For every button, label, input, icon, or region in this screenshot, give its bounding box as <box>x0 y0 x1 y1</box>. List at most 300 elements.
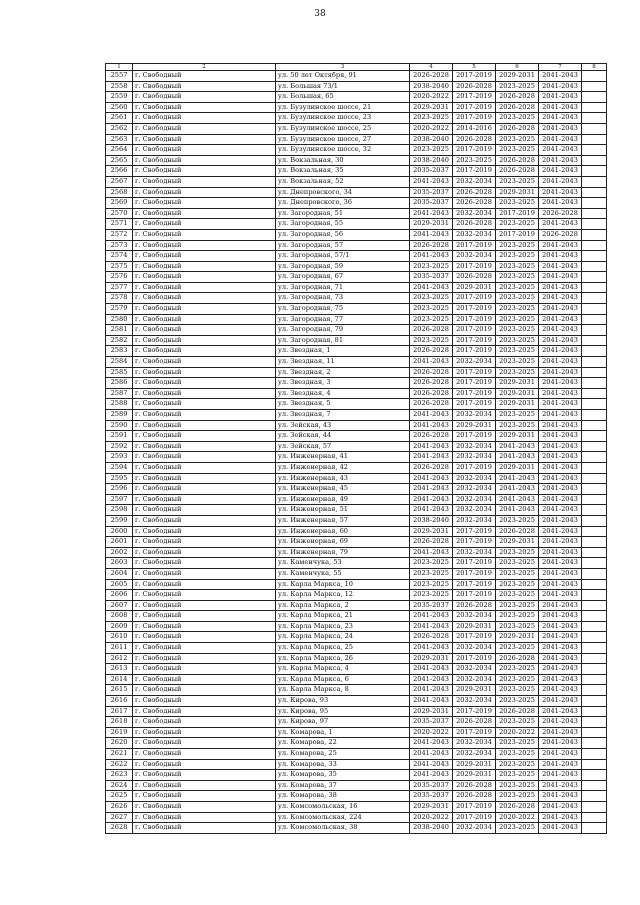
period-col-7: 2041-2043 <box>539 791 582 802</box>
period-col-6: 2029-2031 <box>496 378 539 389</box>
period-col-4: 2023-2025 <box>410 293 453 304</box>
city-cell: г. Свободный <box>133 145 276 156</box>
table-row <box>106 738 607 749</box>
period-col-4: 2023-2025 <box>410 568 453 579</box>
col-8-cell <box>582 431 607 442</box>
row-number: 2626 <box>106 801 133 812</box>
period-col-5: 2032-2034 <box>453 357 496 368</box>
address-cell: ул. Бузулинское шоссе, 23 <box>276 113 410 124</box>
period-col-6: 2023-2025 <box>496 282 539 293</box>
period-col-6: 2023-2025 <box>496 176 539 187</box>
city-cell: г. Свободный <box>133 378 276 389</box>
address-cell: ул. Загородная, 73 <box>276 293 410 304</box>
address-cell: ул. Комарова, 37 <box>276 780 410 791</box>
period-col-6: 2041-2043 <box>496 441 539 452</box>
period-col-4: 2041-2043 <box>410 621 453 632</box>
city-cell: г. Свободный <box>133 611 276 622</box>
period-col-7: 2041-2043 <box>539 823 582 834</box>
col-8-cell <box>582 621 607 632</box>
row-number: 2605 <box>106 579 133 590</box>
row-number: 2586 <box>106 378 133 389</box>
address-cell: ул. Звездная, 1 <box>276 346 410 357</box>
col-8-cell <box>582 420 607 431</box>
period-col-7: 2026-2028 <box>539 229 582 240</box>
header-col-2: 2 <box>133 64 276 71</box>
period-col-5: 2032-2034 <box>453 494 496 505</box>
period-col-7: 2041-2043 <box>539 431 582 442</box>
address-cell: ул. Вокзальная, 30 <box>276 155 410 166</box>
address-cell: ул. Вокзальная, 52 <box>276 176 410 187</box>
period-col-4: 2023-2025 <box>410 145 453 156</box>
row-number: 2560 <box>106 102 133 113</box>
period-col-6: 2023-2025 <box>496 367 539 378</box>
period-col-5: 2017-2019 <box>453 537 496 548</box>
col-8-cell <box>582 410 607 421</box>
row-number: 2590 <box>106 420 133 431</box>
period-col-5: 2023-2025 <box>453 155 496 166</box>
city-cell: г. Свободный <box>133 505 276 516</box>
period-col-6: 2023-2025 <box>496 823 539 834</box>
header-col-1: 1 <box>106 64 133 71</box>
period-col-5: 2032-2034 <box>453 505 496 516</box>
table-row <box>106 420 607 431</box>
period-col-5: 2014-2016 <box>453 123 496 134</box>
row-number: 2621 <box>106 749 133 760</box>
row-number: 2557 <box>106 71 133 82</box>
period-col-7: 2041-2043 <box>539 611 582 622</box>
header-col-4: 4 <box>410 64 453 71</box>
city-cell: г. Свободный <box>133 325 276 336</box>
city-cell: г. Свободный <box>133 92 276 103</box>
city-cell: г. Свободный <box>133 643 276 654</box>
table-row <box>106 568 607 579</box>
period-col-4: 2038-2040 <box>410 134 453 145</box>
period-col-4: 2035-2037 <box>410 780 453 791</box>
col-8-cell <box>582 494 607 505</box>
city-cell: г. Свободный <box>133 537 276 548</box>
address-cell: ул. Инженерная, 79 <box>276 547 410 558</box>
period-col-4: 2023-2025 <box>410 304 453 315</box>
housing-schedule-table <box>105 63 607 834</box>
table-row <box>106 494 607 505</box>
period-col-5: 2017-2019 <box>453 293 496 304</box>
period-col-7: 2041-2043 <box>539 505 582 516</box>
col-8-cell <box>582 314 607 325</box>
period-col-7: 2041-2043 <box>539 780 582 791</box>
period-col-5: 2032-2034 <box>453 823 496 834</box>
table-row <box>106 176 607 187</box>
address-cell: ул. Карла Маркса, 26 <box>276 653 410 664</box>
period-col-6: 2029-2031 <box>496 431 539 442</box>
city-cell: г. Свободный <box>133 515 276 526</box>
period-col-7: 2041-2043 <box>539 484 582 495</box>
city-cell: г. Свободный <box>133 335 276 346</box>
table-row <box>106 547 607 558</box>
col-8-cell <box>582 685 607 696</box>
period-col-7: 2041-2043 <box>539 240 582 251</box>
row-number: 2592 <box>106 441 133 452</box>
city-cell: г. Свободный <box>133 293 276 304</box>
period-col-4: 2023-2025 <box>410 558 453 569</box>
city-cell: г. Свободный <box>133 812 276 823</box>
period-col-5: 2017-2019 <box>453 325 496 336</box>
period-col-7: 2041-2043 <box>539 367 582 378</box>
city-cell: г. Свободный <box>133 187 276 198</box>
period-col-7: 2041-2043 <box>539 643 582 654</box>
city-cell: г. Свободный <box>133 272 276 283</box>
address-cell: ул. Комарова, 25 <box>276 749 410 760</box>
city-cell: г. Свободный <box>133 208 276 219</box>
col-8-cell <box>582 134 607 145</box>
table-row <box>106 314 607 325</box>
col-8-cell <box>582 600 607 611</box>
period-col-7: 2041-2043 <box>539 674 582 685</box>
col-8-cell <box>582 801 607 812</box>
col-8-cell <box>582 823 607 834</box>
period-col-7: 2041-2043 <box>539 81 582 92</box>
row-number: 2558 <box>106 81 133 92</box>
period-col-4: 2041-2043 <box>410 229 453 240</box>
city-cell: г. Свободный <box>133 71 276 82</box>
table-row <box>106 219 607 230</box>
address-cell: ул. Комарова, 35 <box>276 770 410 781</box>
period-col-6: 2023-2025 <box>496 749 539 760</box>
table-row <box>106 208 607 219</box>
address-cell: ул. Звездная, 11 <box>276 357 410 368</box>
period-col-5: 2032-2034 <box>453 611 496 622</box>
address-cell: ул. Зейская, 44 <box>276 431 410 442</box>
row-number: 2617 <box>106 706 133 717</box>
period-col-6: 2029-2031 <box>496 399 539 410</box>
row-number: 2559 <box>106 92 133 103</box>
address-cell: ул. Загородная, 81 <box>276 335 410 346</box>
col-8-cell <box>582 812 607 823</box>
address-cell: ул. Кирова, 95 <box>276 706 410 717</box>
col-8-cell <box>582 155 607 166</box>
address-cell: ул. Карла Маркса, 6 <box>276 674 410 685</box>
city-cell: г. Свободный <box>133 123 276 134</box>
period-col-5: 2017-2019 <box>453 71 496 82</box>
address-cell: ул. Зейская, 57 <box>276 441 410 452</box>
city-cell: г. Свободный <box>133 367 276 378</box>
row-number: 2562 <box>106 123 133 134</box>
period-col-7: 2041-2043 <box>539 452 582 463</box>
address-cell: ул. Комсомольская, 224 <box>276 812 410 823</box>
city-cell: г. Свободный <box>133 526 276 537</box>
col-8-cell <box>582 441 607 452</box>
period-col-6: 2026-2028 <box>496 166 539 177</box>
table-row <box>106 770 607 781</box>
period-col-6: 2023-2025 <box>496 240 539 251</box>
header-col-6: 6 <box>496 64 539 71</box>
period-col-5: 2017-2019 <box>453 261 496 272</box>
period-col-5: 2017-2019 <box>453 335 496 346</box>
row-number: 2628 <box>106 823 133 834</box>
address-cell: ул. Карла Маркса, 12 <box>276 590 410 601</box>
col-8-cell <box>582 717 607 728</box>
address-cell: ул. Комарова, 1 <box>276 727 410 738</box>
period-col-7: 2041-2043 <box>539 155 582 166</box>
period-col-4: 2041-2043 <box>410 674 453 685</box>
city-cell: г. Свободный <box>133 399 276 410</box>
period-col-6: 2023-2025 <box>496 717 539 728</box>
period-col-6: 2023-2025 <box>496 113 539 124</box>
row-number: 2577 <box>106 282 133 293</box>
period-col-5: 2032-2034 <box>453 441 496 452</box>
period-col-7: 2041-2043 <box>539 219 582 230</box>
address-cell: ул. Инженерная, 42 <box>276 462 410 473</box>
city-cell: г. Свободный <box>133 441 276 452</box>
period-col-7: 2041-2043 <box>539 749 582 760</box>
col-8-cell <box>582 208 607 219</box>
address-cell: ул. Загородная, 56 <box>276 229 410 240</box>
period-col-4: 2023-2025 <box>410 590 453 601</box>
row-number: 2575 <box>106 261 133 272</box>
period-col-6: 2029-2031 <box>496 71 539 82</box>
row-number: 2584 <box>106 357 133 368</box>
period-col-4: 2041-2043 <box>410 749 453 760</box>
row-number: 2585 <box>106 367 133 378</box>
city-cell: г. Свободный <box>133 738 276 749</box>
table-row <box>106 346 607 357</box>
table-row <box>106 229 607 240</box>
city-cell: г. Свободный <box>133 314 276 325</box>
city-cell: г. Свободный <box>133 590 276 601</box>
period-col-4: 2035-2037 <box>410 198 453 209</box>
address-cell: ул. Загородная, 71 <box>276 282 410 293</box>
period-col-5: 2032-2034 <box>453 674 496 685</box>
period-col-6: 2026-2028 <box>496 706 539 717</box>
row-number: 2561 <box>106 113 133 124</box>
period-col-6: 2029-2031 <box>496 632 539 643</box>
period-col-7: 2041-2043 <box>539 812 582 823</box>
period-col-6: 2023-2025 <box>496 558 539 569</box>
col-8-cell <box>582 229 607 240</box>
row-number: 2563 <box>106 134 133 145</box>
col-8-cell <box>582 71 607 82</box>
period-col-7: 2041-2043 <box>539 738 582 749</box>
period-col-4: 2041-2043 <box>410 759 453 770</box>
row-number: 2610 <box>106 632 133 643</box>
period-col-4: 2041-2043 <box>410 357 453 368</box>
period-col-6: 2023-2025 <box>496 770 539 781</box>
col-8-cell <box>582 304 607 315</box>
period-col-6: 2017-2019 <box>496 229 539 240</box>
period-col-5: 2026-2028 <box>453 600 496 611</box>
city-cell: г. Свободный <box>133 198 276 209</box>
period-col-7: 2041-2043 <box>539 579 582 590</box>
period-col-5: 2017-2019 <box>453 727 496 738</box>
period-col-4: 2035-2037 <box>410 187 453 198</box>
row-number: 2564 <box>106 145 133 156</box>
row-number: 2615 <box>106 685 133 696</box>
row-number: 2565 <box>106 155 133 166</box>
row-number: 2589 <box>106 410 133 421</box>
period-col-7: 2041-2043 <box>539 653 582 664</box>
table-row <box>106 801 607 812</box>
col-8-cell <box>582 611 607 622</box>
period-col-7: 2041-2043 <box>539 759 582 770</box>
city-cell: г. Свободный <box>133 685 276 696</box>
period-col-4: 2041-2043 <box>410 282 453 293</box>
period-col-6: 2026-2028 <box>496 102 539 113</box>
period-col-7: 2041-2043 <box>539 145 582 156</box>
table-row <box>106 145 607 156</box>
address-cell: ул. Инженерная, 69 <box>276 537 410 548</box>
col-8-cell <box>582 462 607 473</box>
period-col-7: 2041-2043 <box>539 770 582 781</box>
city-cell: г. Свободный <box>133 717 276 728</box>
address-cell: ул. Карла Маркса, 21 <box>276 611 410 622</box>
period-col-7: 2041-2043 <box>539 727 582 738</box>
address-cell: ул. Бузулинское шоссе, 32 <box>276 145 410 156</box>
table-body <box>106 71 607 834</box>
period-col-5: 2017-2019 <box>453 166 496 177</box>
period-col-5: 2032-2034 <box>453 696 496 707</box>
period-col-6: 2023-2025 <box>496 611 539 622</box>
period-col-6: 2023-2025 <box>496 674 539 685</box>
period-col-6: 2023-2025 <box>496 304 539 315</box>
period-col-4: 2026-2028 <box>410 462 453 473</box>
row-number: 2582 <box>106 335 133 346</box>
address-cell: ул. 50 лет Октября, 91 <box>276 71 410 82</box>
table-row <box>106 812 607 823</box>
row-number: 2601 <box>106 537 133 548</box>
table-row <box>106 643 607 654</box>
period-col-4: 2026-2028 <box>410 240 453 251</box>
row-number: 2567 <box>106 176 133 187</box>
table-row <box>106 251 607 262</box>
table-row <box>106 388 607 399</box>
period-col-5: 2032-2034 <box>453 484 496 495</box>
row-number: 2578 <box>106 293 133 304</box>
city-cell: г. Свободный <box>133 664 276 675</box>
city-cell: г. Свободный <box>133 357 276 368</box>
address-cell: ул. Вокзальная, 35 <box>276 166 410 177</box>
period-col-4: 2041-2043 <box>410 505 453 516</box>
table-row <box>106 134 607 145</box>
period-col-5: 2017-2019 <box>453 706 496 717</box>
table-row <box>106 102 607 113</box>
period-col-5: 2017-2019 <box>453 526 496 537</box>
period-col-4: 2026-2028 <box>410 537 453 548</box>
period-col-4: 2038-2040 <box>410 823 453 834</box>
col-8-cell <box>582 198 607 209</box>
col-8-cell <box>582 579 607 590</box>
city-cell: г. Свободный <box>133 261 276 272</box>
address-cell: ул. Карла Маркса, 4 <box>276 664 410 675</box>
city-cell: г. Свободный <box>133 749 276 760</box>
address-cell: ул. Загородная, 59 <box>276 261 410 272</box>
row-number: 2576 <box>106 272 133 283</box>
col-8-cell <box>582 558 607 569</box>
period-col-6: 2026-2028 <box>496 653 539 664</box>
city-cell: г. Свободный <box>133 547 276 558</box>
table-row <box>106 780 607 791</box>
table-row <box>106 198 607 209</box>
row-number: 2599 <box>106 515 133 526</box>
address-cell: ул. Карла Маркса, 10 <box>276 579 410 590</box>
period-col-4: 2041-2043 <box>410 696 453 707</box>
header-col-8: 8 <box>582 64 607 71</box>
row-number: 2606 <box>106 590 133 601</box>
table-row <box>106 537 607 548</box>
period-col-4: 2041-2043 <box>410 611 453 622</box>
period-col-7: 2041-2043 <box>539 293 582 304</box>
period-col-4: 2029-2031 <box>410 653 453 664</box>
period-col-6: 2023-2025 <box>496 134 539 145</box>
row-number: 2607 <box>106 600 133 611</box>
address-cell: ул. Кирова, 97 <box>276 717 410 728</box>
period-col-5: 2032-2034 <box>453 643 496 654</box>
period-col-7: 2041-2043 <box>539 717 582 728</box>
period-col-5: 2026-2028 <box>453 219 496 230</box>
col-8-cell <box>582 123 607 134</box>
col-8-cell <box>582 738 607 749</box>
period-col-6: 2029-2031 <box>496 537 539 548</box>
col-8-cell <box>582 261 607 272</box>
address-cell: ул. Загородная, 75 <box>276 304 410 315</box>
address-cell: ул. Загородная, 57 <box>276 240 410 251</box>
table-header-row <box>106 64 607 71</box>
city-cell: г. Свободный <box>133 494 276 505</box>
city-cell: г. Свободный <box>133 558 276 569</box>
period-col-7: 2041-2043 <box>539 462 582 473</box>
city-cell: г. Свободный <box>133 727 276 738</box>
row-number: 2602 <box>106 547 133 558</box>
period-col-7: 2041-2043 <box>539 664 582 675</box>
row-number: 2619 <box>106 727 133 738</box>
city-cell: г. Свободный <box>133 632 276 643</box>
period-col-5: 2017-2019 <box>453 92 496 103</box>
col-8-cell <box>582 346 607 357</box>
period-col-5: 2029-2031 <box>453 282 496 293</box>
period-col-4: 2026-2028 <box>410 632 453 643</box>
row-number: 2596 <box>106 484 133 495</box>
row-number: 2597 <box>106 494 133 505</box>
row-number: 2579 <box>106 304 133 315</box>
col-8-cell <box>582 357 607 368</box>
table-row <box>106 92 607 103</box>
table-row <box>106 304 607 315</box>
period-col-4: 2023-2025 <box>410 261 453 272</box>
period-col-5: 2029-2031 <box>453 420 496 431</box>
city-cell: г. Свободный <box>133 304 276 315</box>
period-col-6: 2026-2028 <box>496 526 539 537</box>
city-cell: г. Свободный <box>133 410 276 421</box>
period-col-4: 2041-2043 <box>410 420 453 431</box>
period-col-7: 2041-2043 <box>539 71 582 82</box>
table-row <box>106 155 607 166</box>
period-col-4: 2038-2040 <box>410 81 453 92</box>
period-col-5: 2017-2019 <box>453 801 496 812</box>
address-cell: ул. Инженерная, 51 <box>276 505 410 516</box>
period-col-4: 2029-2031 <box>410 102 453 113</box>
period-col-7: 2041-2043 <box>539 526 582 537</box>
row-number: 2568 <box>106 187 133 198</box>
table-row <box>106 367 607 378</box>
period-col-7: 2041-2043 <box>539 357 582 368</box>
period-col-6: 2023-2025 <box>496 664 539 675</box>
address-cell: ул. Звездная, 5 <box>276 399 410 410</box>
address-cell: ул. Каменчука, 53 <box>276 558 410 569</box>
period-col-5: 2017-2019 <box>453 431 496 442</box>
city-cell: г. Свободный <box>133 568 276 579</box>
address-cell: ул. Кирова, 93 <box>276 696 410 707</box>
col-8-cell <box>582 590 607 601</box>
period-col-7: 2041-2043 <box>539 187 582 198</box>
period-col-7: 2041-2043 <box>539 801 582 812</box>
